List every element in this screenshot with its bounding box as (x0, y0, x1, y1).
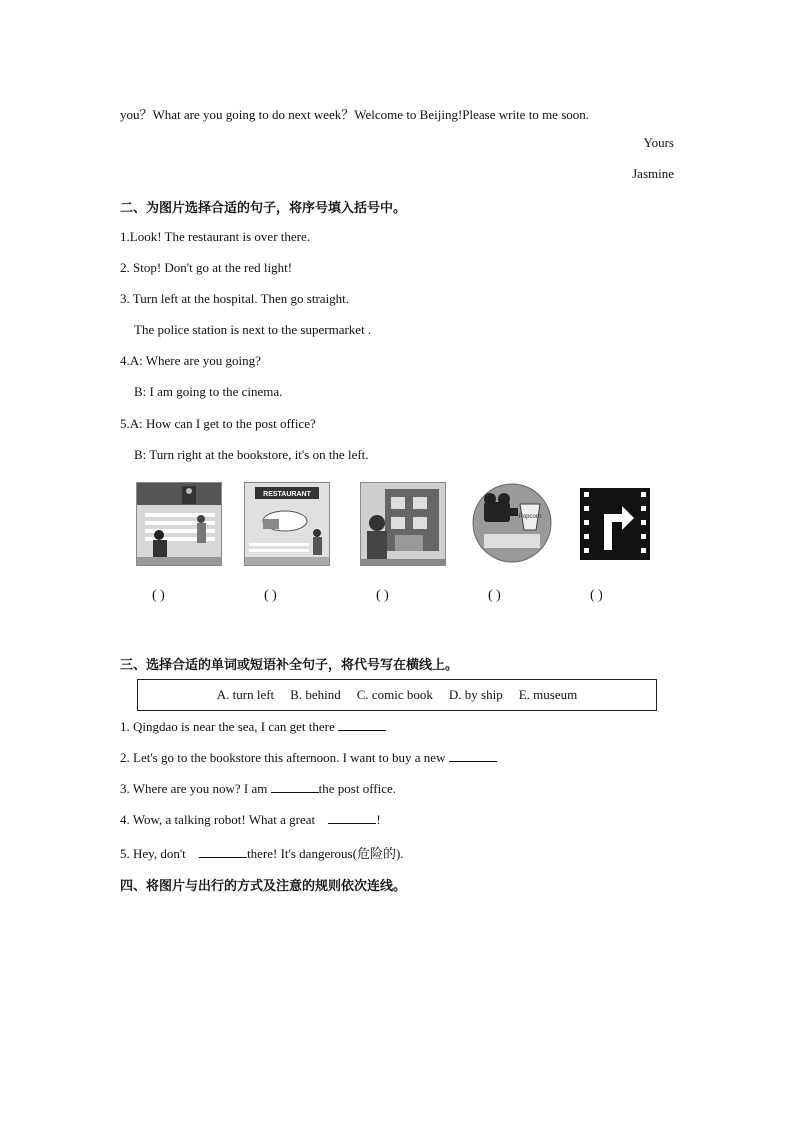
section3-heading: 三、选择合适的单词或短语补全句子，将代号写在横线上。 (120, 658, 459, 673)
section3-item-1-text: 1. Qingdao is near the sea, I can get there (120, 719, 339, 734)
section3-item-5 (120, 843, 404, 862)
section3-item-2 (120, 750, 497, 766)
section3-item-4-text: 4. Wow, a talking robot! What a great (120, 812, 319, 827)
cinema-picture (470, 482, 554, 564)
answer-paren-5[interactable]: ( ) (590, 588, 603, 603)
section2-item-4a: 4.A: Where are you going? (120, 353, 261, 368)
section2-item-5a: 5.A: How can I get to the post office? (120, 416, 316, 431)
answer-blank-2[interactable] (449, 751, 497, 762)
answer-paren-3[interactable]: ( ) (376, 588, 389, 603)
section3-item-4 (120, 812, 381, 828)
word-option-e: E. museum (518, 687, 578, 702)
word-bank-box (137, 679, 657, 711)
letter-body-line: you？What are you going to do next week？Welcome to Beijing!Please write to me soon. (120, 107, 590, 122)
crosswalk-scene-picture (136, 482, 222, 566)
section3-item-3 (120, 781, 396, 797)
section2-item-5b: B: Turn right at the bookstore, it's on the left. (134, 447, 369, 462)
answer-blank-1[interactable] (338, 720, 386, 731)
answer-paren-2[interactable]: ( ) (264, 588, 277, 603)
turn-right-sign-picture (576, 482, 660, 564)
section2-item-3: 3. Turn left at the hospital. Then go straight. (120, 291, 350, 306)
answer-paren-4[interactable]: ( ) (488, 588, 501, 603)
restaurant-picture (244, 482, 330, 566)
word-option-b: B. behind (290, 687, 341, 702)
section3-item-1 (120, 719, 386, 735)
section4-heading: 四、将图片与出行的方式及注意的规则依次连线。 (120, 879, 407, 894)
section2-item-2: 2. Stop! Don't go at the red light! (120, 260, 293, 275)
section2-item-3-cont: The police station is next to the supermarket . (134, 322, 372, 337)
restaurant-sign-label: RESTAURANT (263, 491, 311, 498)
section3-item-5-post: there! It's dangerous(危险的). (247, 846, 404, 861)
word-option-c: C. comic book (356, 687, 433, 702)
answer-blank-5[interactable] (199, 847, 247, 858)
letter-closing: Yours (643, 135, 674, 150)
word-option-d: D. by ship (448, 687, 503, 702)
section3-item-3-post: the post office. (318, 781, 397, 796)
section2-item-1: 1.Look! The restaurant is over there. (120, 229, 310, 244)
popcorn-label: Popcorn (518, 514, 542, 520)
answer-blank-4[interactable] (328, 813, 376, 824)
section3-item-5-text: 5. Hey, don't (120, 846, 190, 861)
letter-signature: Jasmine (632, 166, 674, 181)
section3-item-3-text: 3. Where are you now? I am (120, 781, 271, 796)
answer-paren-1[interactable]: ( ) (152, 588, 165, 603)
section2-heading: 二、为图片选择合适的句子，将序号填入括号中。 (120, 201, 407, 216)
section2-item-4b: B: I am going to the cinema. (134, 384, 283, 399)
section3-item-2-text: 2. Let's go to the bookstore this afternoon. I want to buy a new (120, 750, 449, 765)
word-option-a: A. turn left (216, 687, 275, 702)
section3-item-4-post: ! (376, 812, 381, 827)
answer-blank-3[interactable] (271, 782, 319, 793)
picture-row (130, 478, 660, 613)
post-office-picture (360, 482, 446, 566)
